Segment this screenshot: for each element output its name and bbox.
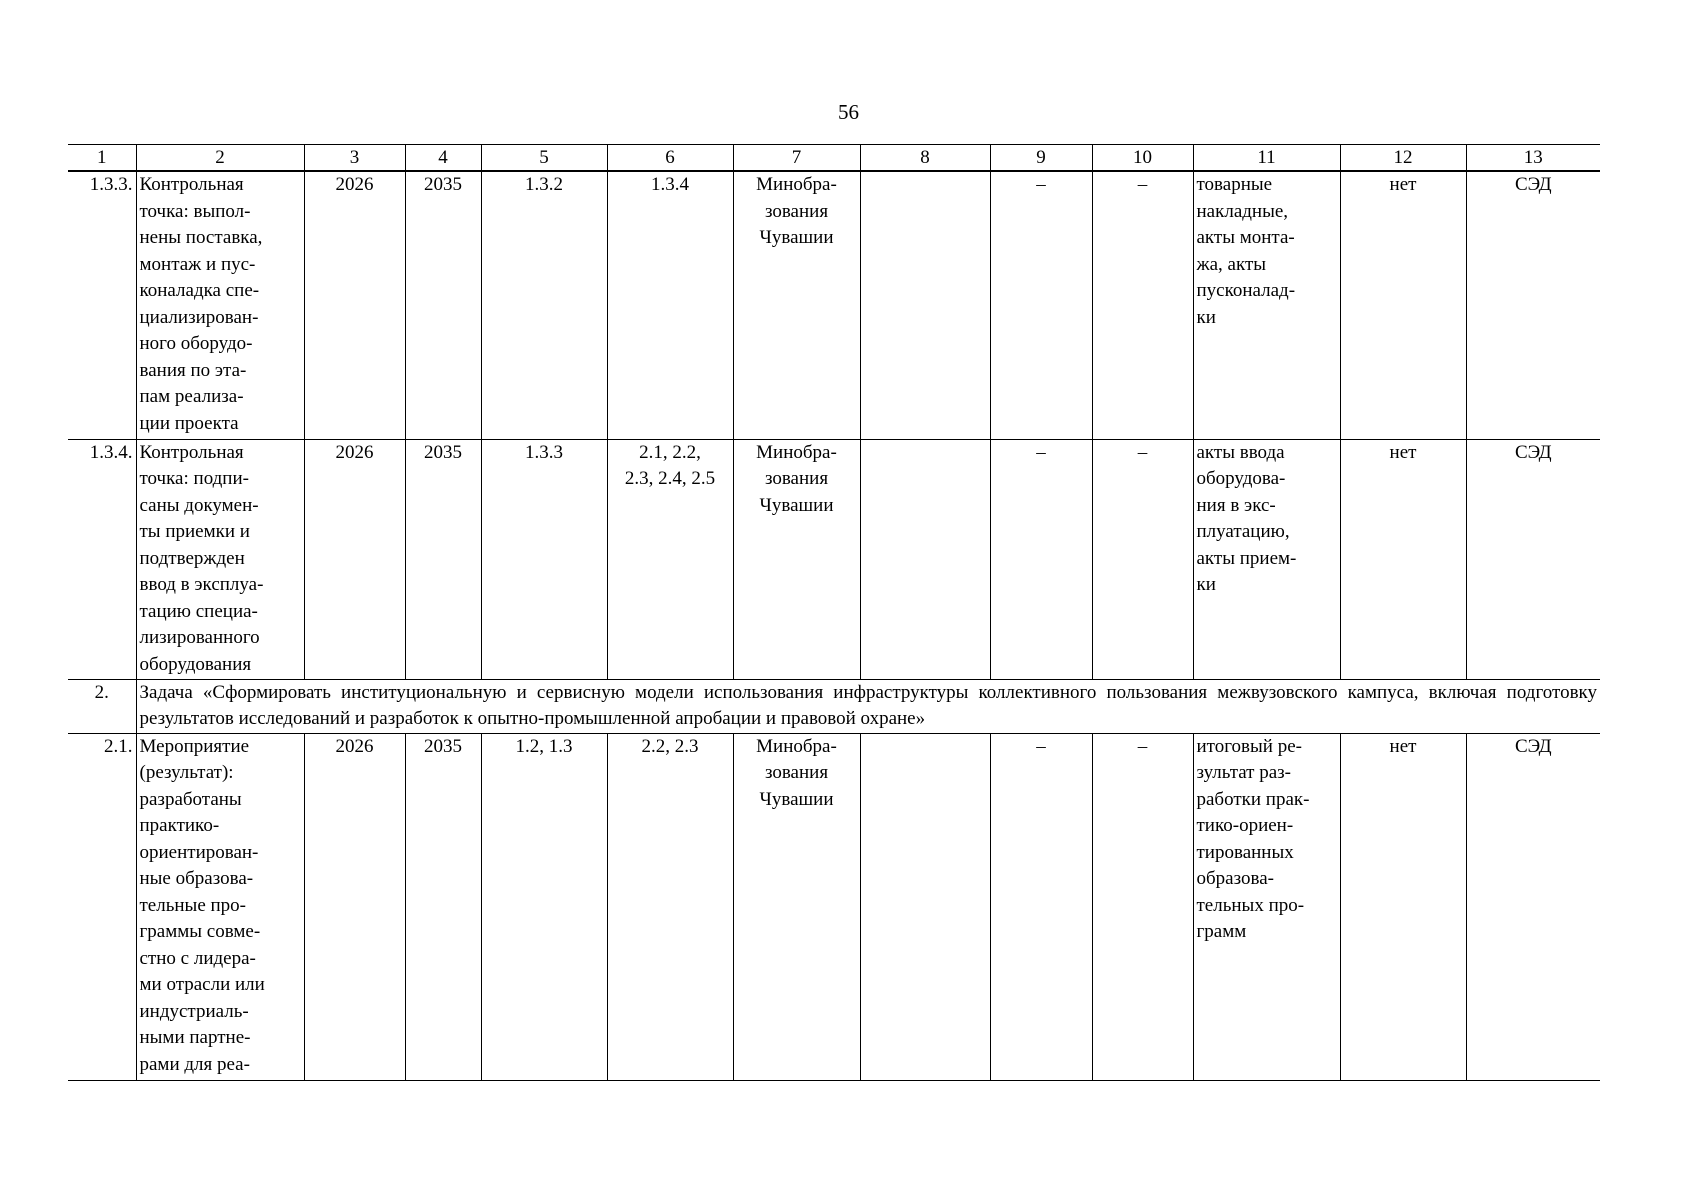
column-number-row (68, 145, 1600, 172)
task-row (68, 679, 1600, 733)
plan-table (68, 144, 1600, 1081)
col10-cell: – (1092, 171, 1193, 439)
start-year: 2026 (304, 439, 405, 679)
column-header: 6 (607, 145, 733, 172)
column-header: 7 (733, 145, 860, 172)
col9-cell: – (990, 439, 1092, 679)
column-header: 10 (1092, 145, 1193, 172)
col9-cell: – (990, 171, 1092, 439)
table-row (68, 439, 1600, 679)
column-header: 8 (860, 145, 990, 172)
column-header: 12 (1340, 145, 1466, 172)
col13-cell: СЭД (1466, 171, 1600, 439)
activity-name: Контрольная точка: подпи- саны докумен- ты приемки и подтвержден ввод в эксплуа- тацию специа- лизированного оборудования (136, 439, 304, 679)
predecessors: 1.3.2 (481, 171, 607, 439)
task-number: 2. (68, 679, 136, 733)
col8-cell (860, 171, 990, 439)
documents: товарные накладные, акты монта- жа, акты пусконалад- ки (1193, 171, 1340, 439)
column-header: 4 (405, 145, 481, 172)
column-header: 11 (1193, 145, 1340, 172)
col8-cell (860, 733, 990, 1080)
start-year: 2026 (304, 733, 405, 1080)
row-number: 1.3.3. (68, 171, 136, 439)
column-header: 3 (304, 145, 405, 172)
activity-name: Контрольная точка: выпол- нены поставка, монтаж и пус- коналадка спе- циализирован- ного оборудо- вания по эта- пам реализа- ции проекта (136, 171, 304, 439)
column-header: 9 (990, 145, 1092, 172)
responsible: Минобра- зования Чувашии (733, 171, 860, 439)
task-text: Задача «Сформировать институциональную и сервисную модели использования инфраструктуры коллективного пользования межвузовского кампуса, включая подготовку результатов исследований и разработок к опытно-промышленной апробации и правовой охране» (136, 679, 1600, 733)
successors: 2.2, 2.3 (607, 733, 733, 1080)
row-number: 2.1. (68, 733, 136, 1080)
col10-cell: – (1092, 733, 1193, 1080)
responsible: Минобра- зования Чувашии (733, 439, 860, 679)
col13-cell: СЭД (1466, 733, 1600, 1080)
col9-cell: – (990, 733, 1092, 1080)
page-number: 56 (838, 100, 859, 124)
col8-cell (860, 439, 990, 679)
documents: акты ввода оборудова- ния в экс- плуатацию, акты прием- ки (1193, 439, 1340, 679)
responsible: Минобра- зования Чувашии (733, 733, 860, 1080)
end-year: 2035 (405, 171, 481, 439)
predecessors: 1.3.3 (481, 439, 607, 679)
row-number: 1.3.4. (68, 439, 136, 679)
end-year: 2035 (405, 733, 481, 1080)
table-row (68, 733, 1600, 1080)
activity-name: Мероприятие (результат): разработаны практико- ориентирован- ные образова- тельные про- граммы совме- стно с лидера- ми отрасли или индустриаль- ными партне- рами для реа- (136, 733, 304, 1080)
column-header: 13 (1466, 145, 1600, 172)
table-row (68, 171, 1600, 439)
column-header: 5 (481, 145, 607, 172)
col12-cell: нет (1340, 733, 1466, 1080)
successors: 1.3.4 (607, 171, 733, 439)
predecessors: 1.2, 1.3 (481, 733, 607, 1080)
col13-cell: СЭД (1466, 439, 1600, 679)
column-header: 1 (68, 145, 136, 172)
start-year: 2026 (304, 171, 405, 439)
documents: итоговый ре- зультат раз- работки прак- тико-ориен- тированных образова- тельных про- грамм (1193, 733, 1340, 1080)
col12-cell: нет (1340, 171, 1466, 439)
successors: 2.1, 2.2, 2.3, 2.4, 2.5 (607, 439, 733, 679)
col10-cell: – (1092, 439, 1193, 679)
col12-cell: нет (1340, 439, 1466, 679)
end-year: 2035 (405, 439, 481, 679)
column-header: 2 (136, 145, 304, 172)
